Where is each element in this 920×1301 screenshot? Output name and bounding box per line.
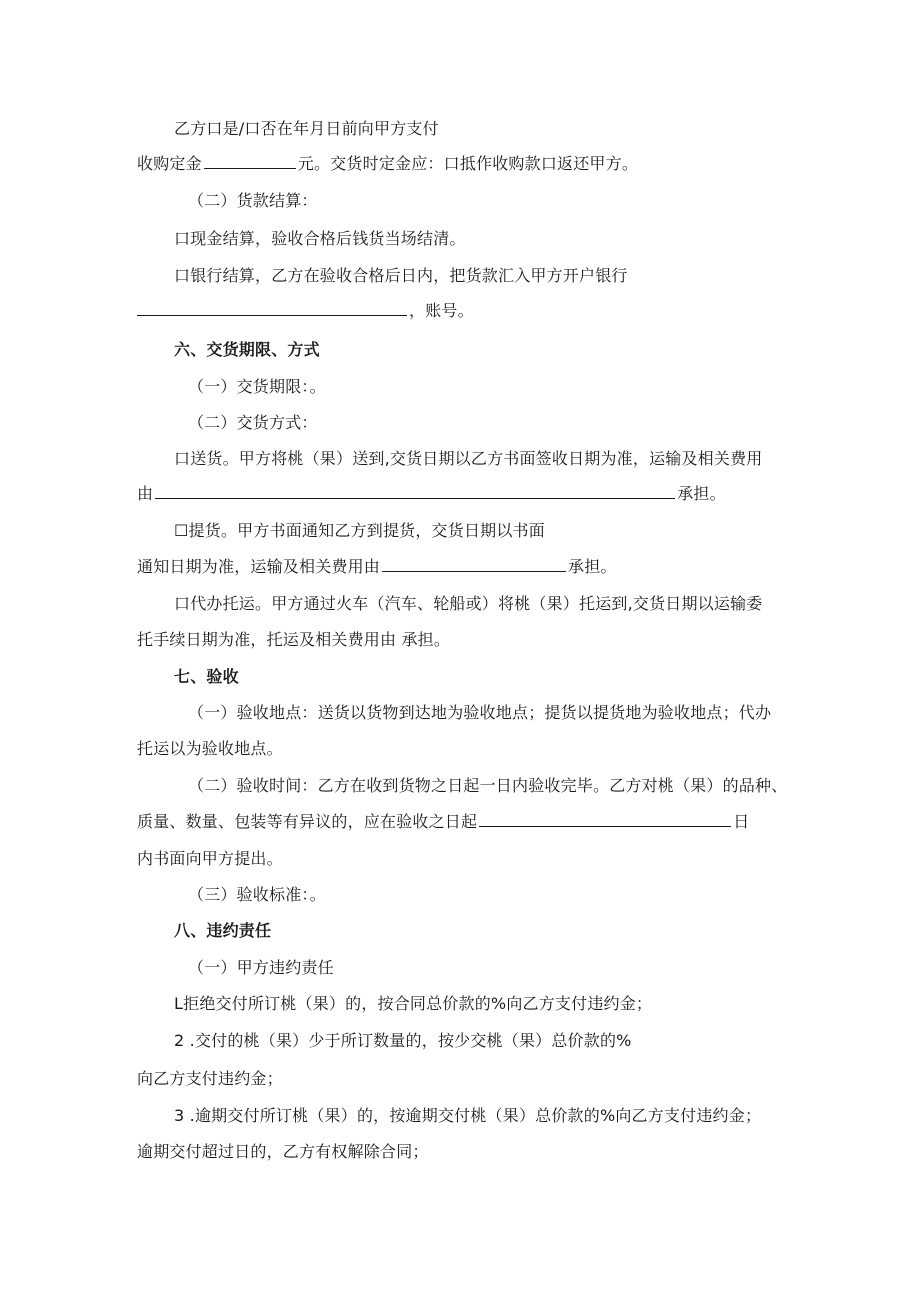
- acceptance-location-cont: 托运以为验收地点。: [137, 739, 283, 758]
- cost-by-label: 由: [137, 484, 154, 503]
- acceptance-location: （一）验收地点：送货以货物到达地为验收地点；提货以提货地为验收地点；代办: [188, 703, 772, 722]
- delivery-method: （二）交货方式：: [188, 413, 318, 432]
- paragraph-deposit-amount: [137, 153, 638, 175]
- party-a-liability: （一）甲方违约责任: [188, 958, 334, 977]
- bank-blank: [137, 300, 407, 316]
- deposit-label: 收购定金: [137, 154, 202, 173]
- section-heading-liability: 八、违约责任: [174, 921, 272, 940]
- subheading-payment-settlement: （二）货款结算：: [188, 191, 318, 210]
- cost-bearer-blank: [155, 483, 675, 499]
- paragraph-delivery-cost: [137, 483, 726, 505]
- pickup-cost-blank: [382, 556, 566, 572]
- option-pickup: ☐提货。甲方书面通知乙方到提货，交货日期以书面: [174, 521, 545, 540]
- acceptance-time: （二）验收时间：乙方在收到货物之日起一日内验收完毕。乙方对桃（果）的品种、: [188, 776, 788, 795]
- pickup-bear-label: 承担。: [568, 557, 617, 576]
- deposit-blank: [204, 153, 296, 169]
- days-label: 日: [733, 812, 750, 831]
- paragraph-bank-account: [137, 300, 474, 322]
- liability-item-3-cont: 逾期交付超过日的，乙方有权解除合同；: [137, 1142, 429, 1161]
- objection-cont: 内书面向甲方提出。: [137, 849, 283, 868]
- liability-item-3: 3 .逾期交付所订桃（果）的，按逾期交付桃（果）总价款的%向乙方支付违约金；: [174, 1106, 762, 1125]
- option-bank-settlement: 口银行结算，乙方在验收合格后日内，把货款汇入甲方开户银行: [174, 266, 628, 285]
- objection-label: 质量、数量、包装等有异议的，应在验收之日起: [137, 812, 478, 831]
- option-home-delivery: 口送货。甲方将桃（果）送到,交货日期以乙方书面签收日期为准，运输及相关费用: [174, 449, 763, 468]
- liability-item-2: 2 .交付的桃（果）少于所订数量的，按少交桃（果）总价款的%: [174, 1031, 632, 1050]
- section-heading-delivery: 六、交货期限、方式: [174, 340, 320, 359]
- account-label: ，账号。: [409, 301, 474, 320]
- paragraph-objection: [137, 811, 749, 833]
- acceptance-standard: （三）验收标准：。: [188, 885, 326, 904]
- paragraph-deposit-intro: 乙方口是/口否在年月日前向甲方支付: [174, 119, 439, 138]
- pickup-cost-label: 通知日期为准，运输及相关费用由: [137, 557, 381, 576]
- paragraph-pickup-cost: [137, 556, 617, 578]
- option-cash-settlement: 口现金结算，验收合格后钱货当场结清。: [174, 229, 466, 248]
- liability-item-2-cont: 向乙方支付违约金；: [137, 1069, 283, 1088]
- deposit-terms: 元。交货时定金应：口抵作收购款口返还甲方。: [297, 154, 639, 173]
- objection-days-blank: [479, 811, 731, 827]
- delivery-period: （一）交货期限：。: [188, 377, 326, 396]
- paragraph-consignment-cost: 托手续日期为准，托运及相关费用由 承担。: [137, 630, 451, 649]
- bear-label: 承担。: [677, 484, 726, 503]
- liability-item-1: L拒绝交付所订桃（果）的，按合同总价款的%向乙方支付违约金；: [174, 994, 653, 1013]
- option-consignment: 口代办托运。甲方通过火车（汽车、轮船或）将桃（果）托运到,交货日期以运输委: [174, 594, 763, 613]
- section-heading-acceptance: 七、验收: [174, 667, 239, 686]
